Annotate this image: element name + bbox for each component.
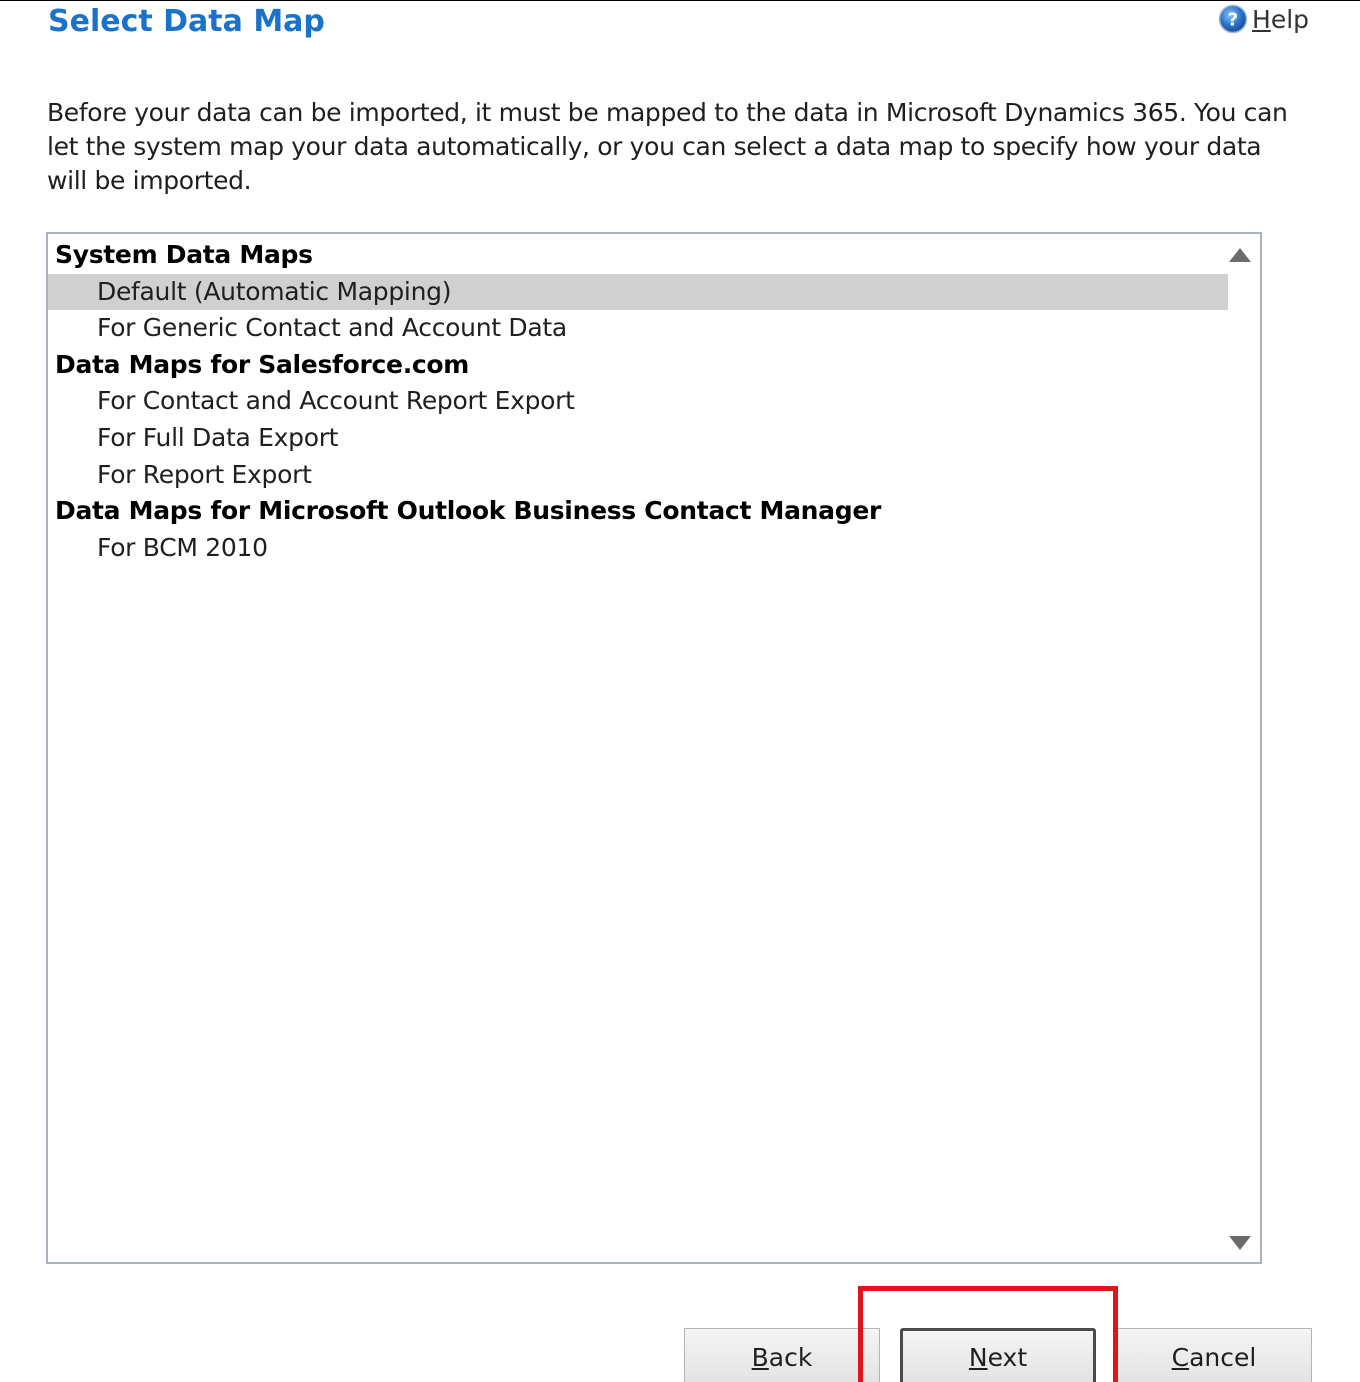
- intro-description: Before your data can be imported, it must be mapped to the data in Microsoft Dynamics 365. You can let the system map your data automatically, or you can select a data map to specify how your data will be imported.: [47, 98, 1288, 195]
- data-map-option[interactable]: For Report Export: [97, 459, 312, 489]
- help-link[interactable]: [1218, 4, 1309, 34]
- data-map-option[interactable]: Default (Automatic Mapping): [48, 274, 1228, 311]
- scroll-up-arrow-icon[interactable]: [1228, 246, 1252, 264]
- scroll-down-arrow-icon[interactable]: [1228, 1234, 1252, 1252]
- data-map-option[interactable]: For Generic Contact and Account Data: [97, 313, 567, 343]
- next-button[interactable]: Next: [900, 1328, 1096, 1382]
- data-map-list: [48, 237, 1228, 566]
- page-title: Select Data Map: [48, 4, 325, 39]
- data-map-listbox[interactable]: [46, 232, 1262, 1264]
- data-map-option[interactable]: For Full Data Export: [97, 422, 339, 452]
- top-divider: [0, 0, 1360, 1]
- help-label: Help: [1252, 4, 1310, 34]
- help-question-icon: [1218, 4, 1248, 34]
- svg-text:?: ?: [1227, 9, 1239, 31]
- data-map-option[interactable]: For BCM 2010: [97, 532, 268, 562]
- data-map-option[interactable]: For Contact and Account Report Export: [97, 386, 575, 416]
- group-header: System Data Maps: [55, 240, 313, 269]
- group-header: Data Maps for Microsoft Outlook Business Contact Manager: [55, 496, 881, 526]
- cancel-button[interactable]: Cancel: [1116, 1328, 1312, 1382]
- group-header: Data Maps for Salesforce.com: [55, 349, 470, 379]
- back-button[interactable]: Back: [684, 1328, 880, 1382]
